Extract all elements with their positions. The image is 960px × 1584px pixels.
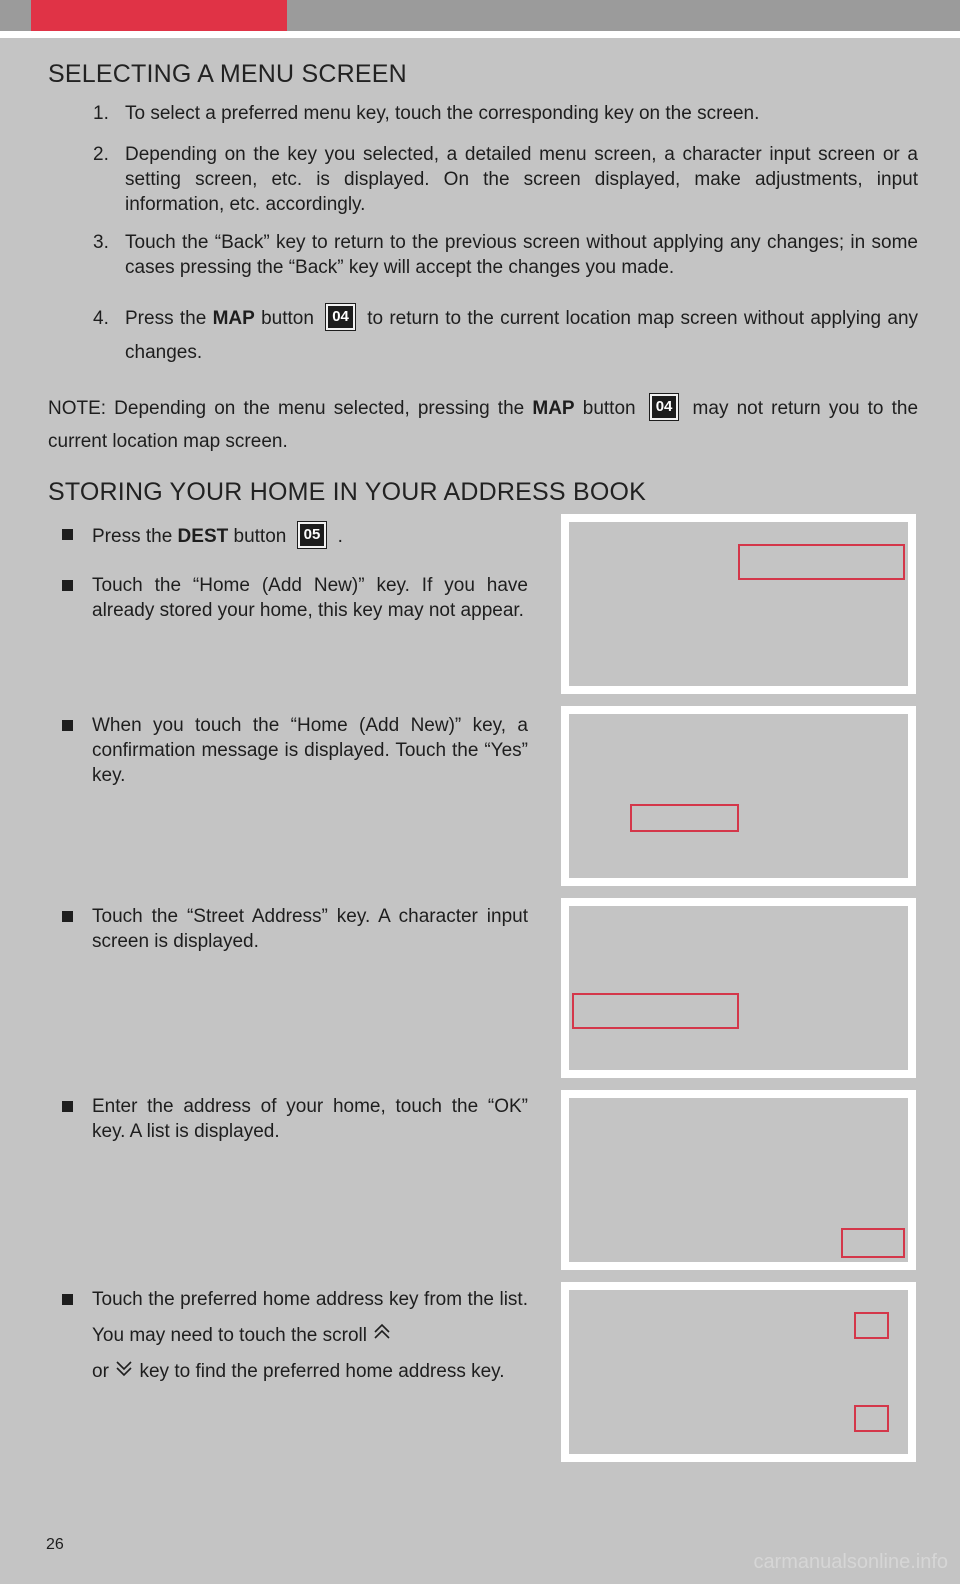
- screen-area: [569, 1098, 908, 1262]
- bullet-text: Touch the “Home (Add New)” key. If you have already stored your home, this key may not appear.: [92, 575, 528, 621]
- highlight-ok-key: [841, 1228, 905, 1258]
- bullet-confirm-yes: [92, 713, 528, 788]
- step-number: 1.: [93, 103, 109, 124]
- dest-label: DEST: [177, 526, 229, 547]
- scroll-up-icon: [372, 1321, 392, 1343]
- step-2: [93, 142, 918, 217]
- screenshot-character-input: [561, 1090, 916, 1270]
- bullet-text: Touch the “Street Address” key. A character input screen is displayed.: [92, 906, 528, 952]
- map-label: MAP: [212, 308, 255, 329]
- step-number: 2.: [93, 144, 109, 165]
- step-text-mid: button: [261, 308, 314, 329]
- step-1: [93, 101, 918, 126]
- step-text-pre: Press the: [125, 308, 207, 329]
- watermark: carmanualsonline.info: [753, 1551, 948, 1573]
- bullet-square: [62, 1101, 73, 1112]
- highlight-home-add-new: [738, 544, 905, 580]
- screen-area: [569, 1290, 908, 1454]
- step-text: To select a preferred menu key, touch the corresponding key on the screen.: [125, 103, 760, 124]
- scroll-down-icon: [114, 1357, 134, 1379]
- bullet-square: [62, 580, 73, 591]
- step-text-post: to return to the current location map screen without applying any changes.: [125, 308, 919, 363]
- bullet-home-add-new: [92, 573, 528, 623]
- screen-area: [569, 714, 908, 878]
- button-badge-04: 04: [326, 304, 355, 330]
- top-white-stripe: [0, 31, 960, 38]
- section-title-menu: SELECTING A MENU SCREEN: [48, 60, 407, 88]
- screenshot-address-menu: [561, 898, 916, 1078]
- step-4: [93, 302, 919, 370]
- bullet-square: [62, 911, 73, 922]
- note-paragraph: [48, 392, 918, 458]
- step-text: Depending on the key you selected, a detailed menu screen, a character input screen or a setting screen, etc. is displayed. On the screen displayed, make adjustments, input information, etc. accordingly.: [125, 144, 918, 215]
- bullet-press-dest: [92, 522, 528, 549]
- top-red-accent: [31, 0, 287, 31]
- screen-area: [569, 522, 908, 686]
- bullet-enter-address: [92, 1094, 528, 1144]
- bullet-select-home: [92, 1282, 528, 1390]
- bullet-square: [62, 720, 73, 731]
- note-text-pre: NOTE: Depending on the menu selected, pressing the: [48, 398, 525, 419]
- top-color-bar: [0, 0, 960, 31]
- page-number: 26: [46, 1536, 64, 1553]
- bullet-text-mid: or: [92, 1361, 109, 1382]
- screen-area: [569, 906, 908, 1070]
- screenshot-address-list: [561, 1282, 916, 1462]
- bullet-text-post: .: [337, 526, 343, 547]
- bullet-text: Enter the address of your home, touch the “OK” key. A list is displayed.: [92, 1096, 528, 1142]
- highlight-street-address: [572, 993, 739, 1029]
- bullet-square: [62, 1294, 73, 1305]
- bullet-text-pre: Press the: [92, 526, 173, 547]
- bullet-text-post: key to find the preferred home address key.: [139, 1361, 505, 1382]
- step-number: 4.: [93, 308, 109, 329]
- step-3: [93, 230, 918, 280]
- section-title-home: STORING YOUR HOME IN YOUR ADDRESS BOOK: [48, 478, 646, 506]
- note-text-post: may not return you to the current location map screen.: [48, 398, 919, 452]
- button-badge-04: 04: [650, 394, 679, 420]
- bullet-text: When you touch the “Home (Add New)” key, a confirmation message is displayed. Touch the “Yes” key.: [92, 715, 528, 786]
- screenshot-dest-menu: [561, 514, 916, 694]
- highlight-scroll-down: [854, 1405, 889, 1432]
- bullet-text-mid: button: [233, 526, 287, 547]
- highlight-scroll-up: [854, 1312, 889, 1339]
- step-text: Touch the “Back” key to return to the previous screen without applying any changes; in some cases pressing the “Back” key will accept the changes you made.: [125, 232, 918, 278]
- screenshot-confirmation: [561, 706, 916, 886]
- bullet-square: [62, 529, 73, 540]
- bullet-street-address: [92, 904, 528, 954]
- bullet-text-pre: Touch the preferred home address key from the list. You may need to touch the scroll: [92, 1289, 528, 1346]
- button-badge-05: 05: [298, 522, 327, 548]
- map-label: MAP: [532, 398, 575, 419]
- highlight-yes-key: [630, 804, 739, 832]
- step-number: 3.: [93, 232, 109, 253]
- note-text-mid: button: [582, 398, 636, 419]
